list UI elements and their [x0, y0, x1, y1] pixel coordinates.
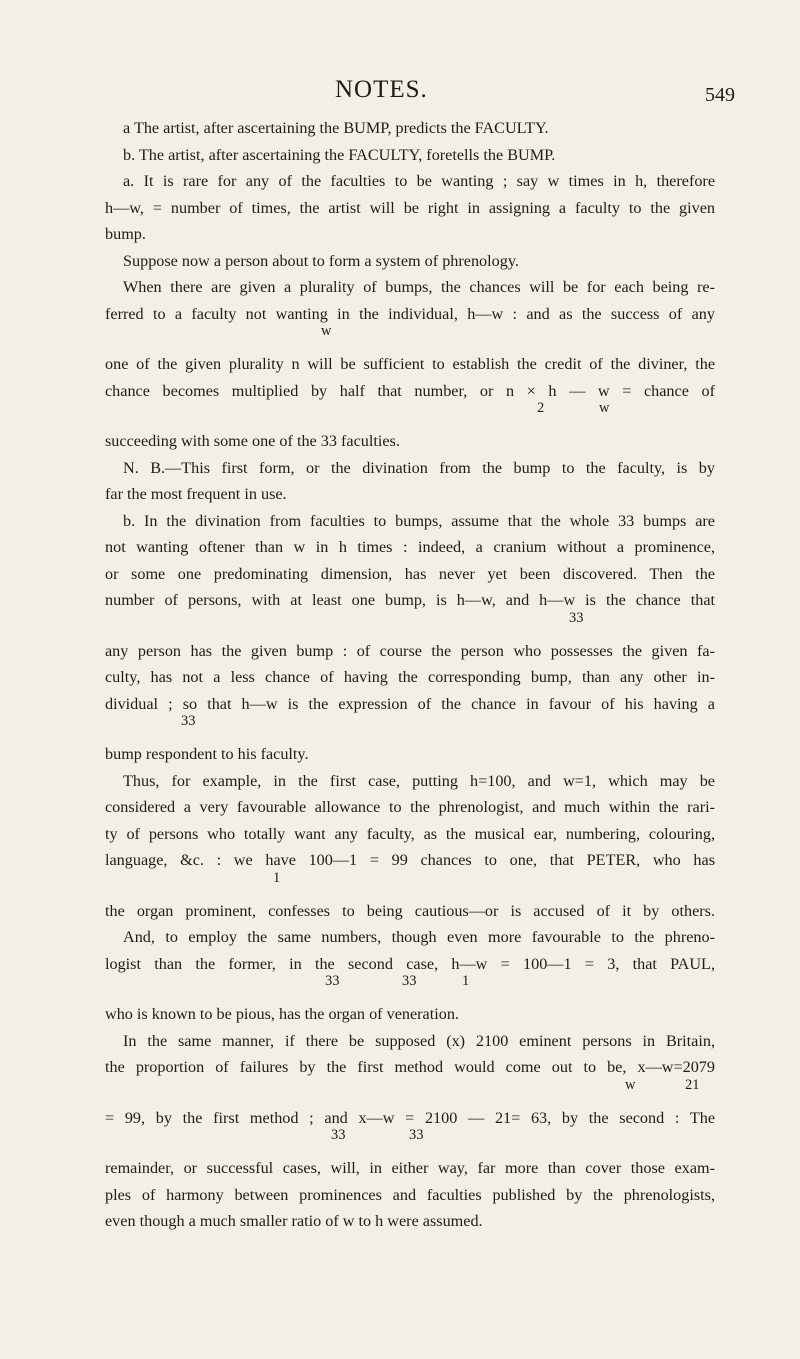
- text-line: culty, has not a less chance of having the corresponding bump, than any other in-: [105, 668, 715, 686]
- text-line: succeeding with some one of the 33 faculties.: [105, 432, 400, 450]
- fraction-denominator: 21: [685, 1076, 700, 1093]
- text-line: ty of persons who totally want any faculty, as the musical ear, numbering, colouring,: [105, 824, 715, 843]
- fraction-denominator: 33: [181, 713, 196, 729]
- fraction-row: [105, 869, 715, 898]
- running-title: NOTES.: [335, 76, 428, 103]
- text-line: the organ prominent, confesses to being cautious—or is accused of it by others.: [105, 901, 715, 920]
- text-line: b. The artist, after ascertaining the FACULTY, foretells the BUMP.: [123, 145, 556, 164]
- text-line: = 99, by the first method ; and x—w = 2100 — 21= 63, by the second : The: [105, 1108, 715, 1127]
- text-line: bump.: [105, 225, 146, 243]
- fraction-denominator: 33: [402, 973, 417, 989]
- text-line: bump respondent to his faculty.: [105, 745, 309, 763]
- text-line: In the same manner, if there be supposed (x) 2100 eminent persons in Britain,: [123, 1031, 715, 1050]
- text-line: logist than the former, in the second case, h—w = 100—1 = 3, that PAUL,: [105, 954, 715, 973]
- page-header: [0, 72, 800, 112]
- fraction-denominator: 33: [325, 973, 340, 989]
- text-line: or some one predominating dimension, has never yet been discovered. Then the: [105, 564, 715, 583]
- text-line: language, &c. : we have 100—1 = 99 chances to one, that PETER, who has: [105, 851, 715, 869]
- text-line: far the most frequent in use.: [105, 485, 287, 503]
- text-line: number of persons, with at least one bump, is h—w, and h—w is the chance that: [105, 591, 715, 609]
- fraction-row: [105, 1076, 715, 1105]
- fraction-denominator: w: [625, 1076, 636, 1093]
- text-line: one of the given plurality n will be sufficient to establish the credit of the diviner, the: [105, 355, 715, 373]
- text-line: N. B.—This first form, or the divination from the bump to the faculty, is by: [123, 458, 715, 477]
- fraction-denominator: 33: [331, 1127, 346, 1143]
- text-line: Suppose now a person about to form a system of phrenology.: [123, 251, 519, 270]
- fraction-denominator: 2: [537, 400, 545, 416]
- text-line: b. In the divination from faculties to bumps, assume that the whole 33 bumps are: [123, 511, 715, 530]
- notes-text: [105, 115, 715, 1235]
- text-line: When there are given a plurality of bumps, the chances will be for each being re-: [123, 278, 715, 296]
- fraction-denominator: 33: [409, 1127, 424, 1143]
- text-line: any person has the given bump : of course the person who possesses the given fa-: [105, 641, 715, 660]
- text-line: the proportion of failures by the first method would come out to be, x—w=2079: [105, 1058, 715, 1076]
- text-line: Thus, for example, in the first case, putting h=100, and w=1, which may be: [123, 771, 715, 790]
- text-line: ferred to a faculty not wanting in the individual, h—w : and as the success of any: [105, 304, 715, 323]
- text-line: even though a much smaller ratio of w to h were assumed.: [105, 1212, 483, 1230]
- text-line: not wanting oftener than w in h times : indeed, a cranium without a prominence,: [105, 538, 715, 556]
- fraction-denominator: 1: [273, 869, 281, 886]
- text-line: dividual ; so that h—w is the expression of the chance in favour of his having a: [105, 694, 715, 713]
- fraction-row: [105, 323, 715, 351]
- text-line: who is known to be pious, has the organ of veneration.: [105, 1005, 459, 1023]
- page-number: 549: [705, 84, 735, 106]
- fraction-denominator: w: [599, 400, 610, 416]
- text-line: h—w, = number of times, the artist will be right in assigning a faculty to the given: [105, 198, 715, 217]
- fraction-row: [105, 400, 715, 428]
- text-line: And, to employ the same numbers, though even more favourable to the phreno-: [123, 928, 715, 946]
- text-line: remainder, or successful cases, will, in either way, far more than cover those exam-: [105, 1159, 715, 1177]
- fraction-denominator: 1: [462, 973, 470, 989]
- text-line: a The artist, after ascertaining the BUMP, predicts the FACULTY.: [123, 119, 549, 137]
- text-line: considered a very favourable allowance to the phrenologist, and much within the rari-: [105, 798, 715, 816]
- fraction-row: [105, 1127, 715, 1155]
- fraction-row: [105, 713, 715, 741]
- fraction-denominator: 33: [569, 609, 584, 626]
- text-line: chance becomes multiplied by half that number, or n × h — w = chance of: [105, 381, 715, 400]
- fraction-row: [105, 973, 715, 1001]
- text-line: a. It is rare for any of the faculties to be wanting ; say w times in h, therefore: [123, 172, 715, 190]
- text-line: ples of harmony between prominences and faculties published by the phrenologists,: [105, 1185, 715, 1204]
- fraction-denominator: w: [321, 323, 332, 339]
- fraction-row: [105, 609, 715, 638]
